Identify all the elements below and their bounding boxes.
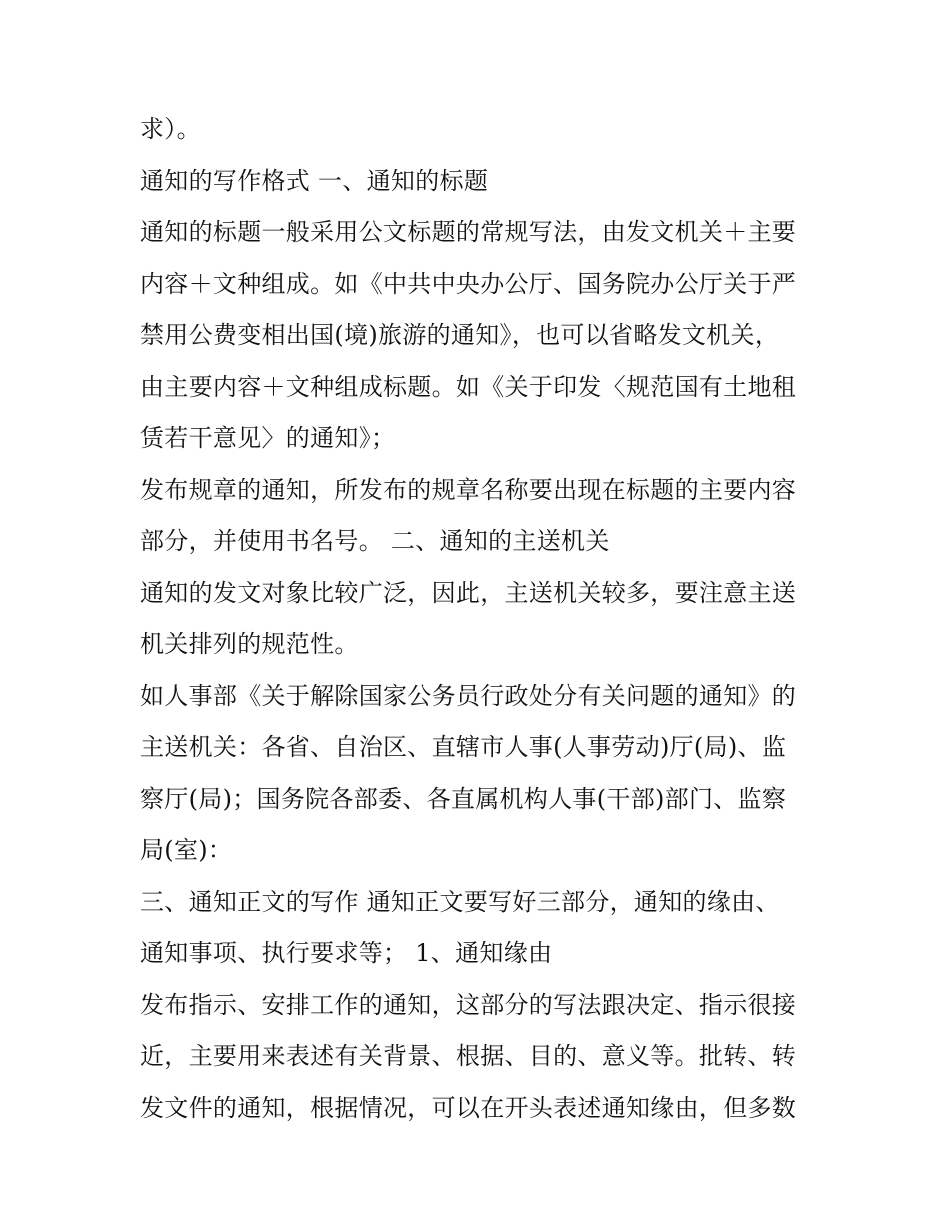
text-line: 局(室)： xyxy=(140,836,233,864)
section-heading-line: 三、通知正文的写作 通知正文要写好三部分，通知的缘由、 xyxy=(140,887,780,916)
text-line: 禁用公费变相出国(境)旅游的通知》，也可以省略发文机关， xyxy=(140,321,780,349)
text-line: 通知事项、执行要求等； 1、通知缘由 xyxy=(140,939,553,967)
section-heading-line: 通知的写作格式 一、通知的标题 xyxy=(140,166,489,195)
text-line: 通知的标题一般采用公文标题的常规写法，由发文机关＋主要 xyxy=(140,218,797,246)
text-line: 由主要内容＋文种组成标题。如《关于印发〈规范国有土地租 xyxy=(140,372,797,401)
text-line: 机关排列的规范性。 xyxy=(140,630,359,658)
text-line: 发文件的通知，根据情况，可以在开头表述通知缘由，但多数 xyxy=(140,1093,797,1122)
document-body xyxy=(140,108,820,1138)
text-line: 发布规章的通知，所发布的规章名称要出现在标题的主要内容 xyxy=(140,475,797,504)
text-line: 通知的发文对象比较广泛，因此，主送机关较多，要注意主送 xyxy=(140,578,797,607)
text-line: 内容＋文种组成。如《中共中央办公厅、国务院办公厅关于严 xyxy=(140,269,797,298)
text-line: 赁若干意见〉的通知》； xyxy=(140,424,396,452)
section-heading-line: 部分，并使用书名号。 二、通知的主送机关 xyxy=(140,527,610,555)
text-line: 主送机关：各省、自治区、直辖市人事(人事劳动)厅(局)、监 xyxy=(140,733,787,761)
text-line: 察厅(局)；国务院各部委、各直属机构人事(干部)部门、监察 xyxy=(140,784,787,813)
text-line: 近，主要用来表述有关背景、根据、目的、意义等。批转、转 xyxy=(140,1042,797,1070)
text-line: 发布指示、安排工作的通知，这部分的写法跟决定、指示很接 xyxy=(140,990,797,1019)
text-line: 如人事部《关于解除国家公务员行政处分有关问题的通知》的 xyxy=(140,681,797,710)
text-line: 求）。 xyxy=(140,115,201,143)
